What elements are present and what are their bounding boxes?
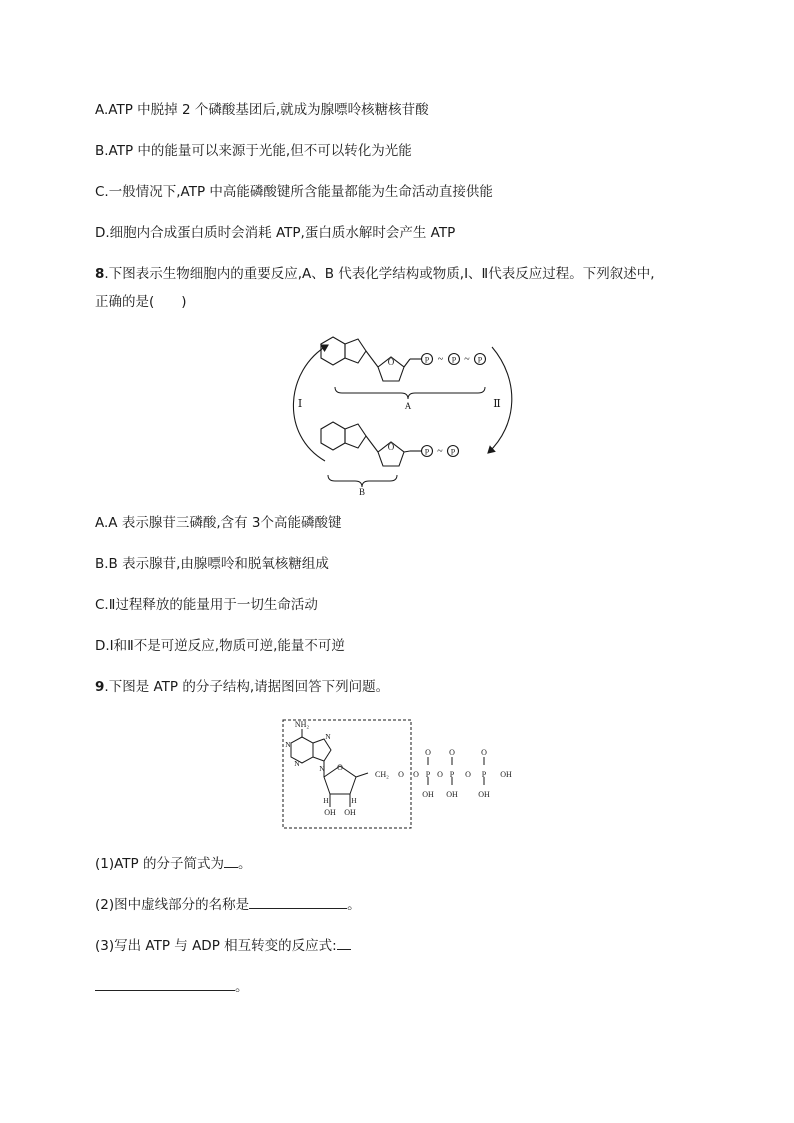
q9-sub1-text: (1)ATP 的分子简式为 <box>95 856 224 872</box>
ribose-o-label: O <box>337 763 343 772</box>
p3-o-label: O <box>481 748 487 757</box>
atp-ring-o: O <box>387 357 395 367</box>
q8-option-a: A.A 表示腺苷三磷酸,含有 3个高能磷酸键 <box>95 515 342 531</box>
oh3-label: OH <box>344 808 356 817</box>
q7-option-a: A.ATP 中脱掉 2 个磷酸基团后,就成为腺嘌呤核糖核苷酸 <box>95 102 429 118</box>
bridge-o-3: O <box>465 770 471 779</box>
adp-ring-o: O <box>387 442 395 452</box>
label-ii: Ⅱ <box>493 398 501 410</box>
n9-label: N <box>319 764 325 773</box>
adp-tilde: ~ <box>437 446 443 457</box>
answer-blank-3b[interactable] <box>95 976 235 991</box>
q7-option-d: D.细胞内合成蛋白质时会消耗 ATP,蛋白质水解时会产生 ATP <box>95 225 456 241</box>
p3-label: P <box>481 770 487 779</box>
bridge-o-2: O <box>437 770 443 779</box>
adp-p2: P <box>450 447 456 457</box>
q7-option-c: C.一般情况下,ATP 中高能磷酸键所含能量都能为生命活动直接供能 <box>95 184 493 200</box>
adenine-six-ring-b <box>321 422 345 450</box>
label-b: B <box>358 487 366 497</box>
q9-sub3 <box>95 935 351 955</box>
adenine-six-ring <box>321 337 345 365</box>
glycosidic-bond-b <box>366 436 378 452</box>
atp-p1: P <box>424 355 430 365</box>
q9-number: 9 <box>95 679 105 695</box>
n3-label: N <box>294 759 300 768</box>
atp-tilde-2: ~ <box>464 354 470 365</box>
h3-label: H <box>351 796 357 805</box>
q8-option-c: C.Ⅱ过程释放的能量用于一切生命活动 <box>95 597 318 613</box>
p1-oh-label: OH <box>422 790 434 799</box>
label-i: Ⅰ <box>297 398 303 410</box>
atp-tilde-1: ~ <box>437 354 444 365</box>
answer-blank-3a[interactable] <box>337 935 351 950</box>
ch2-bond-b <box>404 451 410 452</box>
terminal-oh-label: OH <box>500 770 512 779</box>
oh2-label: OH <box>324 808 336 817</box>
ester-o-label: O <box>398 770 404 779</box>
atp-adp-cycle-figure <box>280 325 520 500</box>
q8-stem-line2: 正确的是( ) <box>95 294 187 310</box>
adenine-five-ring-b <box>345 424 366 448</box>
n1-label: N <box>285 740 291 749</box>
atp-structure-figure <box>280 717 520 832</box>
adenine-five-ring <box>345 339 366 363</box>
ch2-bond <box>404 359 410 367</box>
atp-molecule <box>321 337 486 381</box>
q8-stem-text: .下图表示生物细胞内的重要反应,A、B 代表化学结构或物质,Ⅰ、Ⅱ代表反应过程。下列叙述中, <box>104 266 655 282</box>
p1-o-label: O <box>425 748 431 757</box>
q9-sub1 <box>95 853 252 873</box>
q8-option-d: D.Ⅰ和Ⅱ不是可逆反应,物质可逆,能量不可逆 <box>95 638 345 654</box>
p2-o-label: O <box>449 748 455 757</box>
q9-sub3-cont <box>95 976 249 996</box>
purine-five-ring <box>313 739 331 761</box>
glycosidic-bond <box>366 351 378 367</box>
p1-label: P <box>425 770 431 779</box>
bridge-o-1: O <box>413 770 419 779</box>
q8-option-b: B.B 表示腺苷,由腺嘌呤和脱氧核糖组成 <box>95 556 329 572</box>
q9-sub1-end: 。 <box>238 856 252 872</box>
p2-label: P <box>449 770 455 779</box>
q9-sub3-text: (3)写出 ATP 与 ADP 相互转变的反应式: <box>95 938 337 954</box>
ch2-label: CH₂ <box>375 770 389 779</box>
atp-p2: P <box>451 355 457 365</box>
q9-sub2-text: (2)图中虚线部分的名称是 <box>95 897 250 913</box>
q9-stem <box>95 678 389 696</box>
q8-stem-line1 <box>95 265 654 283</box>
q9-sub2 <box>95 894 361 914</box>
q8-number: 8 <box>95 266 105 282</box>
label-a: A <box>404 401 412 411</box>
adp-p1: P <box>424 447 430 457</box>
q9-stem-text: .下图是 ATP 的分子结构,请据图回答下列问题。 <box>104 679 390 695</box>
p2-oh-label: OH <box>446 790 458 799</box>
q9-sub3-end: 。 <box>235 979 249 995</box>
n7-label: N <box>325 732 331 741</box>
nh2-label: NH₂ <box>294 720 310 729</box>
answer-blank-2[interactable] <box>249 894 347 909</box>
atp-p3: P <box>477 355 483 365</box>
answer-blank-1[interactable] <box>224 853 238 868</box>
h2-label: H <box>323 796 329 805</box>
brace-a <box>335 387 485 399</box>
brace-b <box>328 475 397 487</box>
q9-sub2-end: 。 <box>347 897 361 913</box>
p3-oh-label: OH <box>478 790 490 799</box>
q7-option-b: B.ATP 中的能量可以来源于光能,但不可以转化为光能 <box>95 143 412 159</box>
ribose-ch2-bond <box>356 773 368 777</box>
